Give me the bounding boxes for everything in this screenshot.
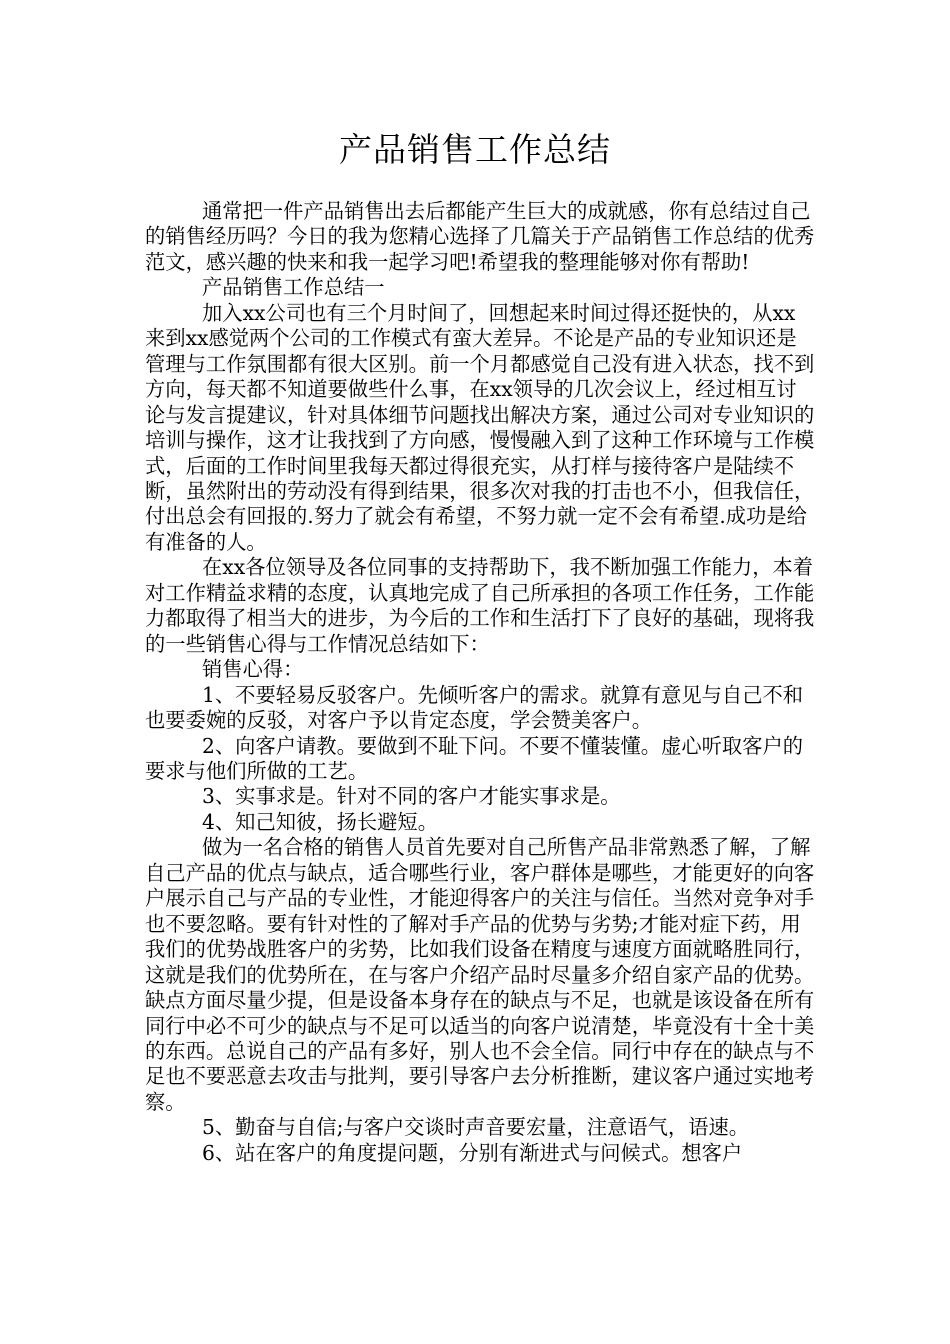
paragraph-experience: 加入xx公司也有三个月时间了，回想起来时间过得还挺快的，从xx来到xx感觉两个公司的工作模式有蛮大差异。不论是产品的专业知识还是管理与工作氛围都有很大区别。前一个月都感觉自己没有进入状态，找不到方向，每天都不知道要做些什么事，在xx领导的几次会议上，经过相互讨论与发言提建议，针对具体细节问题找出解决方案，通过公司对专业知识的培训与操作，这才让我找到了方向感，慢慢融入到了这种工作环境与工作模式，后面的工作时间里我每天都过得很充实，从打样与接待客户是陆续不断，虽然附出的劳动没有得到结果，很多次对我的打击也不小，但我信任，付出总会有回报的.努力了就会有希望，不努力就一定不会有希望.成功是给有准备的人。	[145, 300, 815, 554]
paragraph-progress: 在xx各位领导及各位同事的支持帮助下，我不断加强工作能力，本着对工作精益求精的态度，认真地完成了自己所承担的各项工作任务，工作能力都取得了相当大的进步，为今后的工作和生活打下了良好的基础，现将我的一些销售心得与工作情况总结如下：	[145, 555, 815, 656]
document-body	[145, 199, 815, 1166]
subheading-sales-insights: 销售心得：	[202, 657, 304, 682]
list-item-1: 1、不要轻易反驳客户。先倾听客户的需求。就算有意见与自己不和也要委婉的反驳，对客户予以肯定态度，学会赞美客户。	[145, 682, 804, 733]
document-title: 产品销售工作总结	[339, 130, 611, 169]
list-item-6: 6、站在客户的角度提问题，分别有渐进式与问候式。想客户	[202, 1140, 743, 1165]
intro-paragraph: 通常把一件产品销售出去后都能产生巨大的成就感，你有总结过自己的销售经历吗？今日的我为您精心选择了几篇关于产品销售工作总结的优秀范文，感兴趣的快来和我一起学习吧!希望我的整理能够对你有帮助!	[145, 199, 815, 274]
list-item-4: 4、知己知彼，扬长避短。	[202, 809, 438, 834]
paragraph-product-knowledge: 做为一名合格的销售人员首先要对自己所售产品非常熟悉了解，了解自己产品的优点与缺点，适合哪些行业，客户群体是哪些，才能更好的向客户展示自己与产品的专业性，才能迎得客户的关注与信任。当然对竞争对手也不要忽略。要有针对性的了解对手产品的优势与劣势;才能对症下药，用我们的优势战胜客户的劣势，比如我们设备在精度与速度方面就略胜同行，这就是我们的优势所在，在与客户介绍产品时尽量多介绍自家产品的优势。缺点方面尽量少提，但是设备本身存在的缺点与不足，也就是该设备在所有同行中必不可少的缺点与不足可以适当的向客户说清楚，毕竟没有十全十美的东西。总说自己的产品有多好，别人也不会全信。同行中存在的缺点与不足也不要恶意去攻击与批判，要引导客户去分析推断，建议客户通过实地考察。	[145, 835, 815, 1114]
section-heading: 产品销售工作总结一	[202, 275, 385, 300]
list-item-5: 5、勤奋与自信;与客户交谈时声音要宏量，注意语气，语速。	[202, 1115, 750, 1140]
list-item-3: 3、实事求是。针对不同的客户才能实事求是。	[202, 784, 621, 809]
list-item-2: 2、向客户请教。要做到不耻下问。不要不懂装懂。虚心听取客户的要求与他们所做的工艺。	[145, 733, 804, 783]
